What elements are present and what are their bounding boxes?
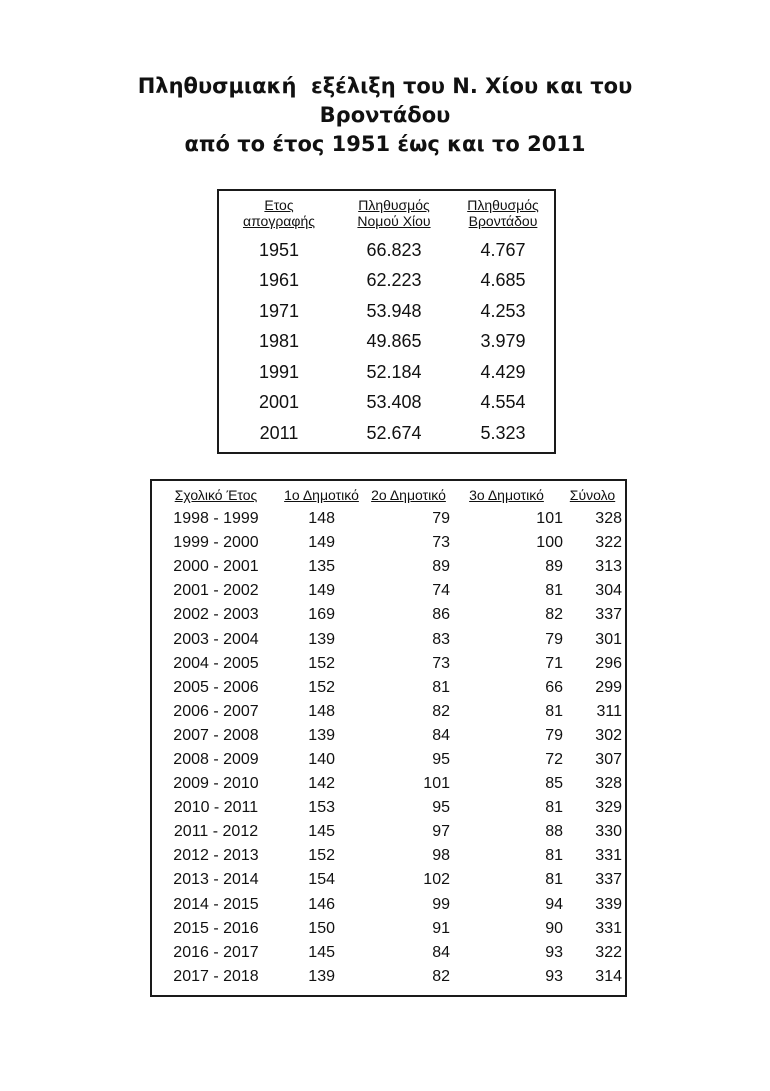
total-cell: 313 bbox=[595, 558, 622, 576]
1st-primary-cell: 154 bbox=[308, 871, 335, 889]
1st-primary-cell: 148 bbox=[308, 702, 335, 720]
3rd-primary-cell: 72 bbox=[545, 750, 563, 768]
prefecture-population-cell: 49.865 bbox=[366, 331, 422, 352]
table-row bbox=[156, 531, 622, 555]
census-year-cell: 2001 bbox=[258, 392, 300, 413]
3rd-primary-cell: 90 bbox=[545, 919, 563, 937]
census-year-cell: 1951 bbox=[258, 239, 300, 260]
total-cell: 328 bbox=[595, 775, 622, 793]
header-1st-primary: 1ο Δημοτικό bbox=[284, 487, 359, 503]
1st-primary-cell: 140 bbox=[308, 750, 335, 768]
title-line-2: Βροντάδου bbox=[319, 103, 451, 127]
header-census-year: Ετος απογραφής bbox=[242, 197, 315, 229]
2nd-primary-cell: 82 bbox=[432, 702, 450, 720]
table-row bbox=[223, 388, 553, 419]
school-year-cell: 2008 - 2009 bbox=[173, 750, 259, 768]
vrontados-population-cell: 4.429 bbox=[480, 361, 526, 382]
2nd-primary-cell: 86 bbox=[432, 606, 450, 624]
total-cell: 328 bbox=[595, 510, 622, 528]
vrontados-population-cell: 4.253 bbox=[480, 300, 526, 321]
total-cell: 331 bbox=[595, 919, 622, 937]
2nd-primary-cell: 73 bbox=[432, 654, 450, 672]
school-year-cell: 2000 - 2001 bbox=[173, 558, 259, 576]
2nd-primary-cell: 95 bbox=[432, 750, 450, 768]
header-2nd-primary: 2ο Δημοτικό bbox=[371, 487, 446, 503]
2nd-primary-cell: 98 bbox=[432, 847, 450, 865]
3rd-primary-cell: 81 bbox=[545, 847, 563, 865]
header-vrontados-population: Πληθυσμός Βροντάδου bbox=[467, 197, 539, 229]
prefecture-population-cell: 53.408 bbox=[366, 392, 422, 413]
3rd-primary-cell: 82 bbox=[545, 606, 563, 624]
table-row bbox=[156, 844, 622, 868]
total-cell: 337 bbox=[595, 606, 622, 624]
vrontados-population-cell: 3.979 bbox=[480, 331, 526, 352]
2nd-primary-cell: 95 bbox=[432, 799, 450, 817]
table-row bbox=[156, 772, 622, 796]
3rd-primary-cell: 66 bbox=[545, 678, 563, 696]
school-year-cell: 2001 - 2002 bbox=[173, 582, 259, 600]
table-row bbox=[156, 555, 622, 579]
1st-primary-cell: 135 bbox=[308, 558, 335, 576]
3rd-primary-cell: 79 bbox=[545, 630, 563, 648]
2nd-primary-cell: 84 bbox=[432, 943, 450, 961]
vrontados-population-cell: 4.554 bbox=[480, 392, 526, 413]
2nd-primary-cell: 91 bbox=[432, 919, 450, 937]
1st-primary-cell: 152 bbox=[308, 678, 335, 696]
1st-primary-cell: 148 bbox=[308, 510, 335, 528]
census-year-cell: 1991 bbox=[258, 361, 300, 382]
3rd-primary-cell: 81 bbox=[545, 871, 563, 889]
table-row bbox=[156, 603, 622, 627]
population-table bbox=[217, 189, 556, 454]
2nd-primary-cell: 73 bbox=[432, 534, 450, 552]
title-line-1: Πληθυσμιακή εξέλιξη του Ν. Χίου και του bbox=[137, 74, 633, 98]
total-cell: 339 bbox=[595, 895, 622, 913]
school-year-cell: 2007 - 2008 bbox=[173, 726, 259, 744]
total-cell: 330 bbox=[595, 823, 622, 841]
header-school-year: Σχολικό Έτος bbox=[174, 487, 258, 503]
2nd-primary-cell: 89 bbox=[432, 558, 450, 576]
prefecture-population-cell: 52.674 bbox=[366, 422, 422, 443]
census-year-cell: 1961 bbox=[258, 270, 300, 291]
table-row bbox=[156, 507, 622, 531]
1st-primary-cell: 169 bbox=[308, 606, 335, 624]
school-enrollment-table bbox=[150, 479, 627, 997]
3rd-primary-cell: 88 bbox=[545, 823, 563, 841]
3rd-primary-cell: 100 bbox=[536, 534, 563, 552]
3rd-primary-cell: 79 bbox=[545, 726, 563, 744]
census-year-cell: 1981 bbox=[258, 331, 300, 352]
school-year-cell: 2005 - 2006 bbox=[173, 678, 259, 696]
1st-primary-cell: 139 bbox=[308, 726, 335, 744]
2nd-primary-cell: 82 bbox=[432, 967, 450, 985]
table-row bbox=[156, 627, 622, 651]
school-year-cell: 1999 - 2000 bbox=[173, 534, 259, 552]
total-cell: 296 bbox=[595, 654, 622, 672]
2nd-primary-cell: 101 bbox=[423, 775, 450, 793]
3rd-primary-cell: 94 bbox=[545, 895, 563, 913]
document-title bbox=[0, 72, 770, 159]
title-line-3: από το έτος 1951 έως και το 2011 bbox=[184, 132, 586, 156]
1st-primary-cell: 153 bbox=[308, 799, 335, 817]
1st-primary-cell: 142 bbox=[308, 775, 335, 793]
prefecture-population-cell: 66.823 bbox=[366, 239, 422, 260]
1st-primary-cell: 149 bbox=[308, 534, 335, 552]
total-cell: 307 bbox=[595, 750, 622, 768]
3rd-primary-cell: 85 bbox=[545, 775, 563, 793]
school-year-cell: 2012 - 2013 bbox=[173, 847, 259, 865]
population-table-header bbox=[223, 197, 553, 235]
3rd-primary-cell: 93 bbox=[545, 943, 563, 961]
table-row bbox=[223, 296, 553, 327]
3rd-primary-cell: 81 bbox=[545, 582, 563, 600]
1st-primary-cell: 150 bbox=[308, 919, 335, 937]
1st-primary-cell: 139 bbox=[308, 967, 335, 985]
school-table-header bbox=[156, 485, 622, 507]
prefecture-population-cell: 53.948 bbox=[366, 300, 422, 321]
3rd-primary-cell: 81 bbox=[545, 799, 563, 817]
total-cell: 322 bbox=[595, 943, 622, 961]
total-cell: 322 bbox=[595, 534, 622, 552]
school-year-cell: 2017 - 2018 bbox=[173, 967, 259, 985]
3rd-primary-cell: 89 bbox=[545, 558, 563, 576]
vrontados-population-cell: 4.767 bbox=[480, 239, 526, 260]
3rd-primary-cell: 93 bbox=[545, 967, 563, 985]
table-row bbox=[223, 327, 553, 358]
table-row bbox=[156, 868, 622, 892]
school-year-cell: 1998 - 1999 bbox=[173, 510, 259, 528]
total-cell: 329 bbox=[595, 799, 622, 817]
table-row bbox=[223, 418, 553, 449]
school-year-cell: 2011 - 2012 bbox=[173, 823, 259, 841]
vrontados-population-cell: 5.323 bbox=[480, 422, 526, 443]
census-year-cell: 1971 bbox=[258, 300, 300, 321]
2nd-primary-cell: 99 bbox=[432, 895, 450, 913]
census-year-cell: 2011 bbox=[259, 422, 299, 443]
total-cell: 311 bbox=[596, 702, 622, 720]
1st-primary-cell: 152 bbox=[308, 654, 335, 672]
table-row bbox=[156, 652, 622, 676]
total-cell: 301 bbox=[595, 630, 622, 648]
header-total: Σύνολο bbox=[569, 487, 616, 503]
total-cell: 304 bbox=[595, 582, 622, 600]
2nd-primary-cell: 81 bbox=[432, 678, 450, 696]
table-row bbox=[156, 796, 622, 820]
1st-primary-cell: 145 bbox=[308, 823, 335, 841]
prefecture-population-cell: 52.184 bbox=[366, 361, 422, 382]
school-year-cell: 2014 - 2015 bbox=[173, 895, 259, 913]
2nd-primary-cell: 83 bbox=[432, 630, 450, 648]
table-row bbox=[156, 820, 622, 844]
total-cell: 299 bbox=[595, 678, 622, 696]
prefecture-population-cell: 62.223 bbox=[366, 270, 422, 291]
1st-primary-cell: 146 bbox=[308, 895, 335, 913]
2nd-primary-cell: 102 bbox=[423, 871, 450, 889]
1st-primary-cell: 145 bbox=[308, 943, 335, 961]
2nd-primary-cell: 74 bbox=[432, 582, 450, 600]
table-row bbox=[223, 235, 553, 266]
1st-primary-cell: 149 bbox=[308, 582, 335, 600]
3rd-primary-cell: 101 bbox=[536, 510, 563, 528]
header-prefecture-population: Πληθυσμός Νομού Χίου bbox=[357, 197, 431, 229]
total-cell: 302 bbox=[595, 726, 622, 744]
total-cell: 337 bbox=[595, 871, 622, 889]
table-row bbox=[156, 579, 622, 603]
school-year-cell: 2010 - 2011 bbox=[173, 799, 259, 817]
school-year-cell: 2016 - 2017 bbox=[173, 943, 259, 961]
table-row bbox=[223, 266, 553, 297]
table-row bbox=[156, 893, 622, 917]
school-year-cell: 2013 - 2014 bbox=[173, 871, 259, 889]
1st-primary-cell: 152 bbox=[308, 847, 335, 865]
3rd-primary-cell: 81 bbox=[545, 702, 563, 720]
school-year-cell: 2003 - 2004 bbox=[173, 630, 259, 648]
total-cell: 331 bbox=[595, 847, 622, 865]
school-year-cell: 2009 - 2010 bbox=[173, 775, 259, 793]
table-row bbox=[156, 748, 622, 772]
school-year-cell: 2015 - 2016 bbox=[173, 919, 259, 937]
table-row bbox=[156, 941, 622, 965]
2nd-primary-cell: 84 bbox=[432, 726, 450, 744]
school-year-cell: 2004 - 2005 bbox=[173, 654, 259, 672]
2nd-primary-cell: 97 bbox=[432, 823, 450, 841]
header-3rd-primary: 3ο Δημοτικό bbox=[469, 487, 544, 503]
3rd-primary-cell: 71 bbox=[545, 654, 563, 672]
table-row bbox=[156, 700, 622, 724]
2nd-primary-cell: 79 bbox=[432, 510, 450, 528]
table-row bbox=[156, 965, 622, 989]
table-row bbox=[156, 676, 622, 700]
total-cell: 314 bbox=[595, 967, 622, 985]
1st-primary-cell: 139 bbox=[308, 630, 335, 648]
table-row bbox=[223, 357, 553, 388]
vrontados-population-cell: 4.685 bbox=[480, 270, 526, 291]
school-year-cell: 2006 - 2007 bbox=[173, 702, 259, 720]
table-row bbox=[156, 724, 622, 748]
table-row bbox=[156, 917, 622, 941]
school-year-cell: 2002 - 2003 bbox=[173, 606, 259, 624]
